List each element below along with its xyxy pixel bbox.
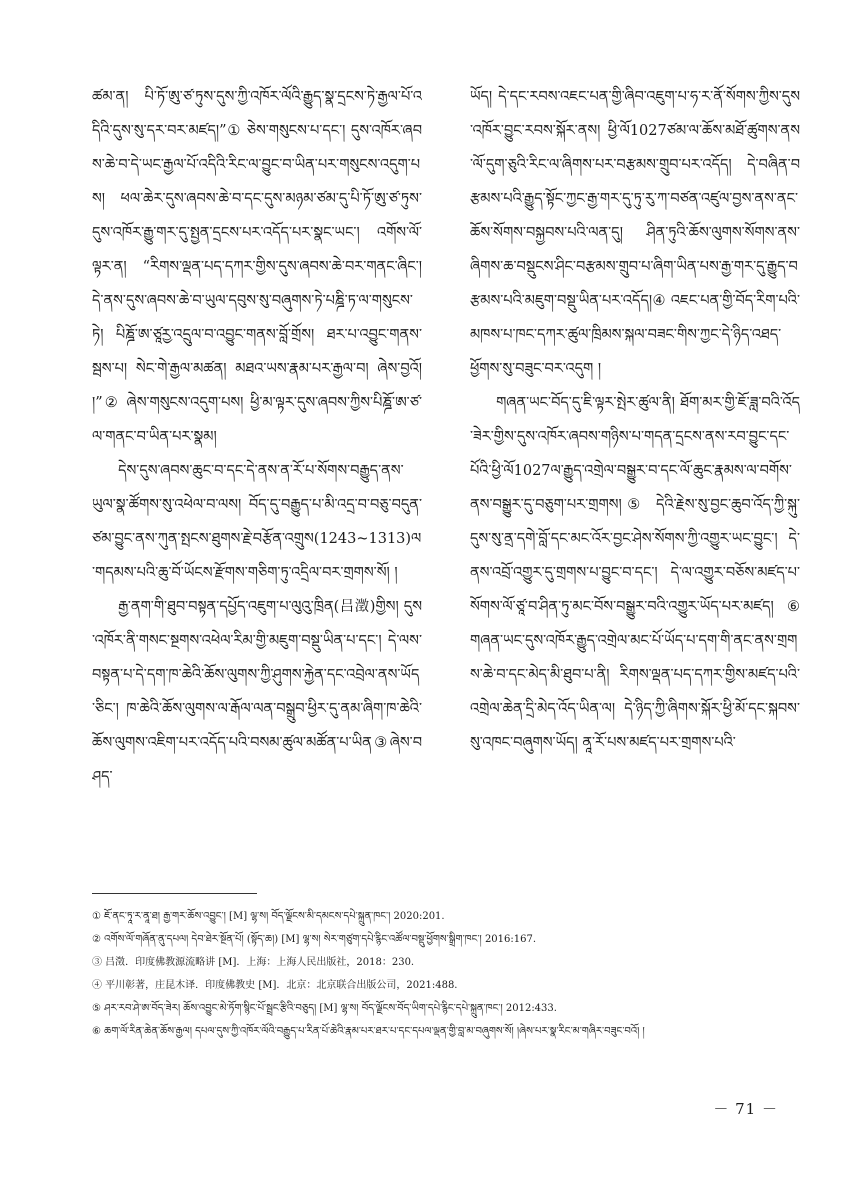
footnote-separator [92, 893, 257, 894]
footnote: ① ཇོ་ནང་ཏཱ་ར་ནཱ་ཐ། རྒྱ་གར་ཆོས་འབྱུང་། [M] ལྷ་ས། བོད་ལྗོངས་མི་དམངས་དཔེ་སྐྲུན་ཁང་། 2020:201. [92, 911, 445, 922]
footnote: ④ 平川彰著，庄昆木译．印度佛教史 [M]．北京：北京联合出版公司，2021:488. [92, 980, 458, 991]
paragraph: ཚམ་ན། པི་ཏོ་ཨུ་ཙ་ཏུས་དུས་ཀྱི་འཁོར་ལོའི་རྒྱུད་སྣ་དྲངས་ཏེ་རྒྱལ་པོ་འདིའི་དུས་སུ་དར་བར་མཛད།”① ཅེས་གསུངས་པ་དང་། དུས་འཁོར་ཞབས་ཆེ་བ་དེ་ཡང་རྒྱལ་པོ་འདིའི་རིང་ལ་བྱུང་བ་ཡིན་པར་གསུངས་འདུག་པས། ཕལ་ཆེར་དུས་ཞབས་ཆེ་བ་དང་དུས་མཉམ་ཙམ་དུ་པི་ཏོ་ཨུ་ཙ་ཏུས་དུས་འཁོར་རྒྱུ་གར་དུ་སྤྱན་དྲངས་པར་འདོད་པར་སྣང་ཡང་། འགོས་ལོ་ལྟར་ན། “རིགས་ལྡན་པད་དཀར་གྱིས་དུས་ཞབས་ཆེ་བར་གནང་ཞིང་། དེ་ནས་དུས་ཞབས་ཆེ་བ་ཡུལ་དབུས་སུ་བཞུགས་ཏེ་པཎྜི་ཏ་ལ་གསུངས་ཏེ། པིཎྜོ་ཨ་ཙཱཪྱ་འདྲུལ་བ་འབྱུང་གནས་བློ་གྲོས། ཐར་པ་འབྱུང་གནས་སྦས་པ། སེང་གེ་རྒྱལ་མཚན། མཐའ་ཡས་རྣམ་པར་རྒྱལ་བ། ཞེས་བྱའོ། །”② ཞེས་གསུངས་འདུག་པས། ཕྱི་མ་ལྟར་དུས་ཞབས་ཀྱིས་པིཎྜོ་ཨ་ཙ་ལ་གནང་བ་ཡིན་པར་སྣམ། [92, 89, 422, 445]
paragraph: རྒྱ་ནག་གི་ཐུབ་བསྟན་དཔྱོད་འཇུག་པ་ལུའུ་ཁྲིན(吕澂)གྱིས། དུས་འཁོར་ནི་གསང་སྔགས་འཕེལ་རིམ་གྱི་མཇུག་བསྡུ་ཡིན་པ་དང་། དེ་ལས་བསྟན་པ་དེ་དག་ཁ་ཆེའི་ཆོས་ལུགས་ཀྱི་ཤུགས་རྐྱེན་དང་འབྲེལ་ནས་ཡོད་ཅིང་། ཁ་ཆེའི་ཆོས་ལུགས་ལ་རྒོལ་ལན་བསྒྲུབ་ཕྱིར་དུ་ནམ་ཞིག་ཁ་ཆེའི་ཆོས་ལུགས་འཇིག་པར་འདོད་པའི་བསམ་ཚུལ་མཚོན་པ་ཡིན③ཞེས་བཤད་ [92, 599, 422, 785]
left-text-column [92, 80, 422, 870]
paragraph: ཡོད། དེ་དང་རབས་འཇང་པན་གྱི་ཞིབ་འཇུག་པ་ཧ་ར་ནོ་སོགས་ཀྱིས་དུས་འཁོར་བྱུང་རབས་སྐོར་ནས། ཕྱི་ལོ1027ཙམ་ལ་ཆོས་མཐོ་ཚུགས་ནས་ལོ་དུག་ཅུའི་རིང་ལ་ཞིགས་པར་བརྩམས་གྲུབ་པར་འདོད། དེ་བཞིན་བརྩམས་པའི་རྒྱུད་སྟོང་ཀྱང་རྒྱ་གར་དུ་ཏུ་རུ་ཀ་བཙན་འཛུལ་བྱས་ནས་ནང་ཆོས་སོགས་བསྐྱབས་པའི་ལན་དུ། ཤིན་ཏུའི་ཆོས་ལུགས་སོགས་ནས་ཞིགས་ཆ་བསྡུངས་ཤིང་བརྩམས་གྲུབ་པ་ཞིག་ཡིན་པས་རྒྱ་གར་དུ་རྒྱུད་བརྩམས་པའི་མཇུག་བསྡུ་ཡིན་པར་འདོད།④ འཇང་པན་གྱི་བོད་རིག་པའི་མཁས་པ་ཁང་དཀར་ཚུལ་ཁྲིམས་སྐལ་བཟང་གིས་ཀྱང་དེ་ཉིད་འཐད་ཕྱོགས་སུ་བཟུང་བར་འདུག ། [470, 89, 800, 377]
paragraph: དེས་དུས་ཞབས་ཆུང་བ་དང་དེ་ནས་ན་རོ་པ་སོགས་བརྒྱུད་ནས་ཡུལ་སྣ་ཚོགས་སུ་འཕེལ་བ་ལས། བོད་དུ་བརྒྱུད་པ་མི་འདྲ་བ་བཅུ་བདུན་ཙམ་བྱུང་ནས་ཀུན་སྤངས་ཐུགས་རྗེ་བརྩོན་འགྲུས(1243~1313)ལ་གདམས་པའི་ཆུ་བོ་ཡོངས་རྫོགས་གཅིག་ཏུ་འདྲིལ་བར་གྲགས་སོ། ། [92, 463, 422, 581]
footnote: ② འགོས་ལོ་གཞོན་ནུ་དཔལ། དེབ་ཐེར་སྔོན་པོ། (སྟོད་ཆ།) [M] ལྷ་ས། སེར་གཙུག་དཔེ་རྙིང་འཚོལ་བསྡུ་ཕྱོགས་སྒྲིག་ཁང་། 2016:167. [92, 934, 537, 945]
paragraph: གཞན་ཡང་བོད་དུ་ཇི་ལྟར་སྤེར་ཚུལ་ནི། ཐོག་མར་གྱི་ཇོ་ཟླ་བའི་འོད་ཟེར་གྱིས་དུས་འཁོར་ཞབས་གཉིས་པ་གདན་དྲངས་ནས་རབ་བྱུང་དང་པོའི་ཕྱི་ལོ1027ལ་རྒྱུད་འགྲེལ་བསྒྱུར་བ་དང་ལོ་ཆུང་རྣམས་ལ་བགོས་ནས་བསྒྱུར་དུ་བཅུག་པར་གྲགས།⑤ དེའི་རྗེས་སུ་བྱང་ཆུབ་འོད་ཀྱི་སྐུ་དུས་སུ་ནྲ་དགེ་བློ་དང་མང་འོར་བྱང་ཤེས་སོགས་ཀྱི་འགྱུར་ཡང་བྱུང་། དེ་ནས་འབྲོ་འགྱུར་དུ་གྲགས་པ་བྱུང་བ་དང་། དེ་ལ་འགྱུར་བཅོས་མཛད་པ་སོགས་ལོ་ཙཱ་བ་ཤིན་ཏུ་མང་བོས་བསྒྱུར་བའི་འགྱུར་ཡོད་པར་མཛད།⑥ གཞན་ཡང་དུས་འཁོར་རྒྱུད་འགྲེལ་མང་པོ་ཡོད་པ་དག་གི་ནང་ནས་གྲགས་ཆེ་བ་དང་མེད་མི་ཐུབ་པ་ནི། རིགས་ལྡན་པད་དཀར་གྱིས་མཛད་པའི་འགྲེལ་ཆེན་དྲི་མེད་འོད་ཡིན་ལ། དེ་ཉིད་ཀྱི་ཞིགས་སྐོར་ཕྱི་མོ་དང་སྐབས་སུ་འཁང་བཞུགས་ཡོད། ནཱ་རོ་པས་མཛད་པར་གྲགས་པའི་ [470, 395, 800, 751]
footnotes [92, 905, 782, 1043]
page-number: － 71 － [713, 1100, 778, 1118]
footnote: ⑥ ཆག་ལོ་རིན་ཆེན་ཆོས་རྒྱལ། དཔལ་དུས་ཀྱི་འཁོར་ལོའི་བརྒྱུད་པ་རིན་པོ་ཆེའི་རྣམ་པར་ཐར་པ་དང་དཔལ་ལྡན་གྱི་བླ་མ་བཞུགས་སོ། །ཞེས་པར་སྣ་རིང་མ་གཞིར་བཟུང་བའོ། ། [92, 1026, 645, 1037]
right-text-column [470, 80, 800, 870]
footnote: ③ 吕澂．印度佛教源流略讲 [M]．上海：上海人民出版社，2018：230. [92, 957, 415, 968]
footnote: ⑤ ཤར་རབ་ཤེ་ཨ་བོད་ཟེར། ཆོས་འབྱུང་མེ་ཏོག་སྙིང་པོ་སྦྲང་རྩིའི་བཅུད། [M] ལྷ་ས། བོད་ལྗོངས་བོད་ཡིག་དཔེ་རྙིང་དཔེ་སྐྲུན་ཁང་། 2012:433. [92, 1003, 557, 1014]
